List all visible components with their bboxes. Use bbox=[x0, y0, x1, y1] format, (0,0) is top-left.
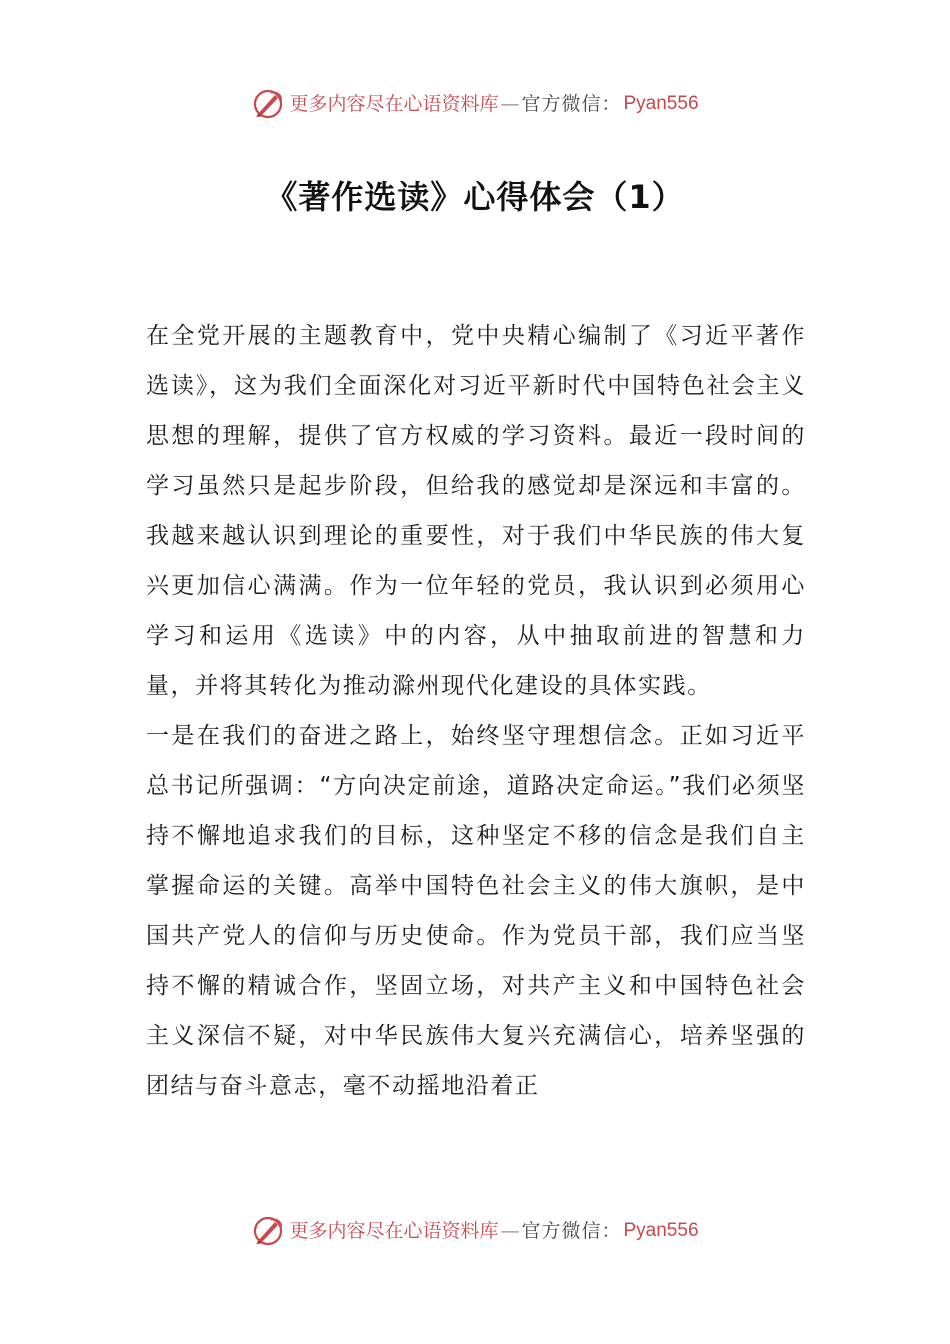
pen-circle-logo-icon bbox=[251, 87, 285, 121]
site-name-text: 更多内容尽在心语资料库 bbox=[289, 1220, 499, 1242]
footer-banner bbox=[0, 1211, 950, 1251]
pen-circle-logo-icon bbox=[251, 1214, 285, 1248]
document-body bbox=[146, 311, 806, 1111]
header-banner bbox=[0, 84, 950, 124]
wechat-label: 官方微信： bbox=[521, 1220, 622, 1242]
wechat-id: Pyan556 bbox=[623, 1220, 699, 1241]
paragraph-intro: 在全党开展的主题教育中，党中央精心编制了《习近平著作选读》，这为我们全面深化对习近平新时代中国特色社会主义思想的理解，提供了官方权威的学习资料。最近一段时间的学习虽然只是起步阶段，但给我的感觉却是深远和丰富的。我越来越认识到理论的重要性，对于我们中华民族的伟大复兴更加信心满满。作为一位年轻的党员，我认识到必须用心学习和运用《选读》中的内容，从中抽取前进的智慧和力量，并将其转化为推动滁州现代化建设的具体实践。 bbox=[146, 323, 806, 699]
wechat-label: 官方微信： bbox=[521, 93, 622, 115]
banner-dash: — bbox=[500, 93, 520, 115]
wechat-id: Pyan556 bbox=[623, 93, 699, 114]
document-title: 《著作选读》心得体会（1） bbox=[265, 178, 685, 216]
site-name-text: 更多内容尽在心语资料库 bbox=[289, 93, 499, 115]
banner-dash: — bbox=[500, 1220, 520, 1242]
paragraph-point-one: 一是在我们的奋进之路上，始终坚守理想信念。正如习近平总书记所强调：“方向决定前途，道路决定命运。”我们必须坚持不懈地追求我们的目标，这种坚定不移的信念是我们自主掌握命运的关键。高举中国特色社会主义的伟大旗帜，是中国共产党人的信仰与历史使命。作为党员干部，我们应当坚持不懈的精诚合作，坚固立场，对共产主义和中国特色社会主义深信不疑，对中华民族伟大复兴充满信心，培养坚强的团结与奋斗意志，毫不动摇地沿着正 bbox=[146, 723, 806, 1099]
